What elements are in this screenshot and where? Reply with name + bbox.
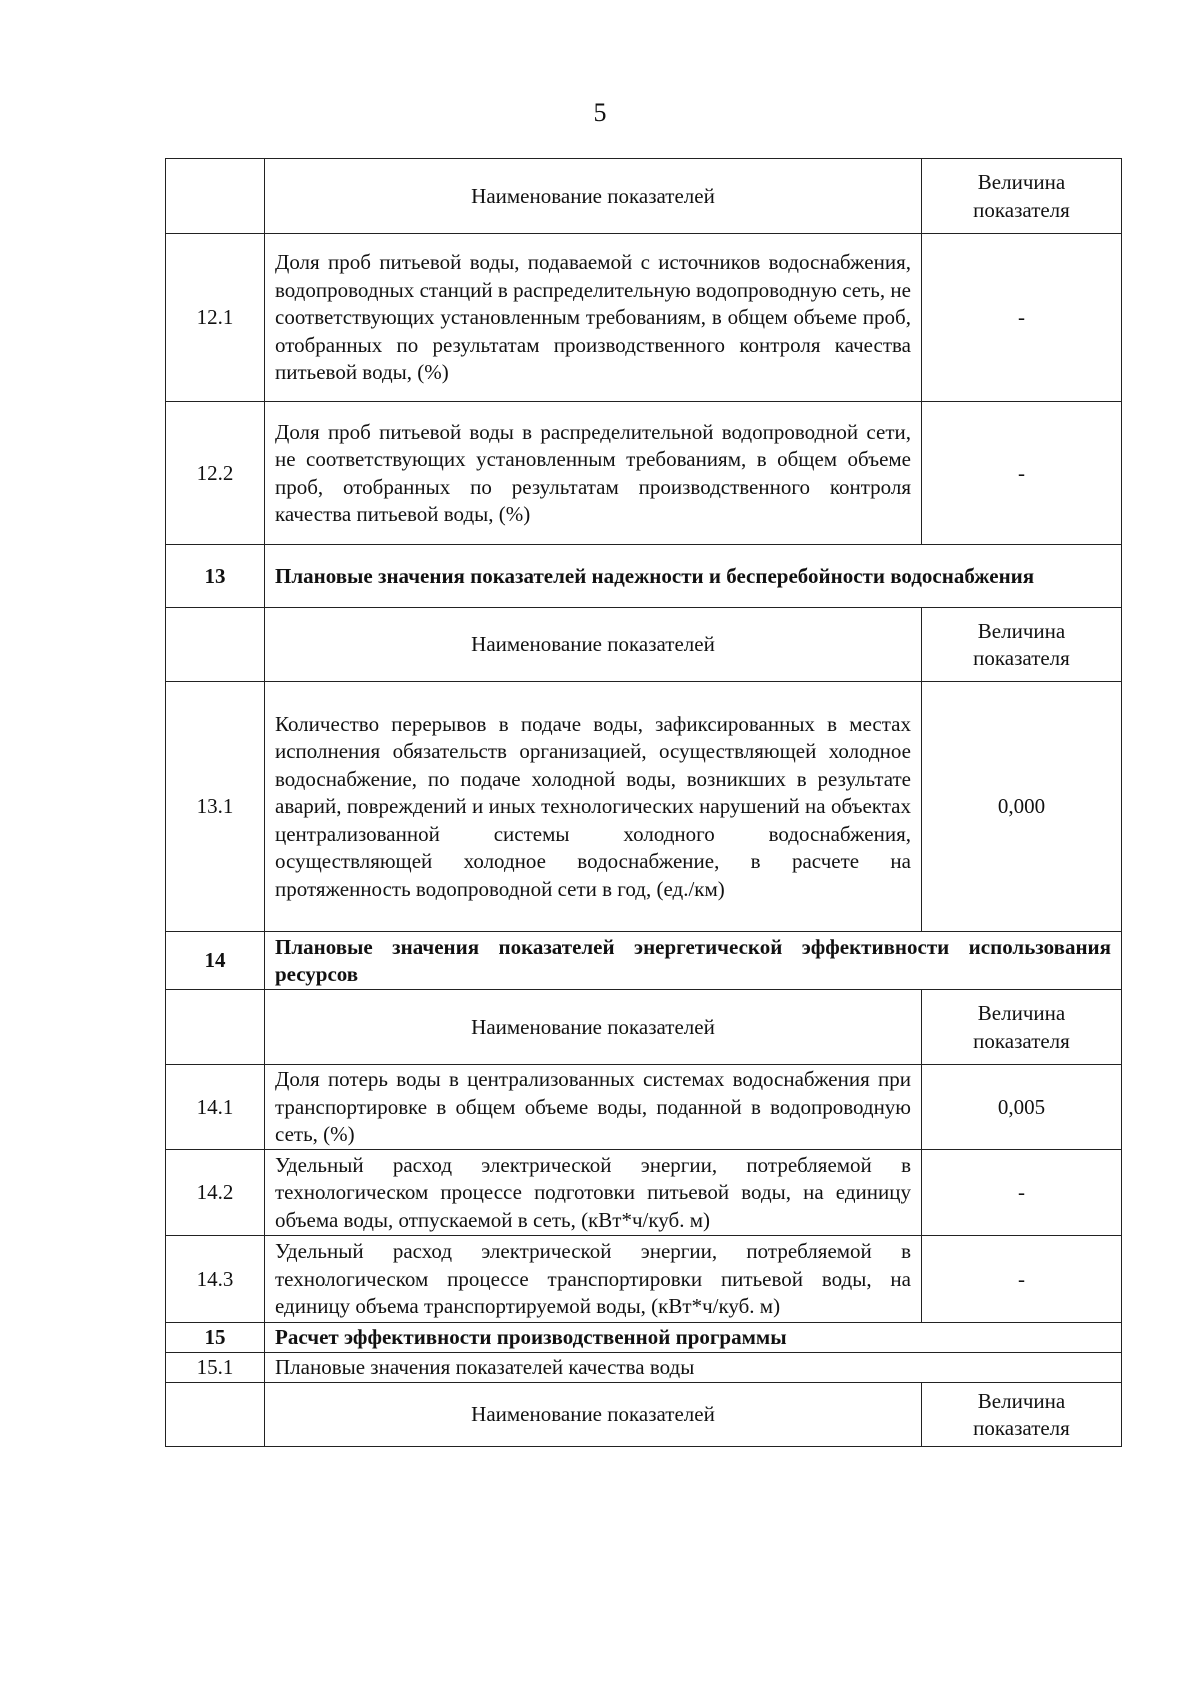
section-number: 14 [166, 932, 265, 990]
header-value-cell: Величина показателя [922, 608, 1122, 682]
row-value: 0,005 [922, 1065, 1122, 1150]
table-row [166, 1353, 1122, 1383]
table-row [166, 1150, 1122, 1236]
row-value: 0,000 [922, 682, 1122, 932]
header-value-cell: Величина показателя [922, 1383, 1122, 1447]
header-row [166, 1383, 1122, 1447]
table-row [166, 682, 1122, 932]
row-number: 12.1 [166, 234, 265, 402]
header-name-cell: Наименование показателей [265, 1383, 922, 1447]
header-value-cell: Величина показателя [922, 159, 1122, 234]
row-number: 14.2 [166, 1150, 265, 1236]
row-number: 12.2 [166, 402, 265, 545]
table-row [166, 402, 1122, 545]
row-description: Удельный расход электрической энергии, потребляемой в технологическом процессе подготовки питьевой воды, на единицу объема воды, отпускаемой в сеть, (кВт*ч/куб. м) [265, 1150, 922, 1236]
row-value: - [922, 402, 1122, 545]
indicators-table [165, 158, 1122, 1447]
header-value-cell: Величина показателя [922, 990, 1122, 1065]
row-value: - [922, 1236, 1122, 1323]
header-row [166, 990, 1122, 1065]
header-num-cell [166, 159, 265, 234]
header-num-cell [166, 990, 265, 1065]
table-row [166, 234, 1122, 402]
row-description: Плановые значения показателей качества воды [265, 1353, 1122, 1383]
header-row [166, 608, 1122, 682]
header-num-cell [166, 1383, 265, 1447]
row-description: Доля потерь воды в централизованных системах водоснабжения при транспортировке в общем объеме воды, поданной в водопроводную сеть, (%) [265, 1065, 922, 1150]
row-number: 14.3 [166, 1236, 265, 1323]
header-name-cell: Наименование показателей [265, 990, 922, 1065]
header-row [166, 159, 1122, 234]
table-row [166, 1236, 1122, 1323]
row-value: - [922, 1150, 1122, 1236]
section-row [166, 545, 1122, 608]
table-row [166, 1065, 1122, 1150]
page-number: 5 [593, 98, 607, 127]
row-number: 14.1 [166, 1065, 265, 1150]
row-description: Доля проб питьевой воды, подаваемой с источников водоснабжения, водопроводных станций в распределительную водопроводную сеть, не соответствующих установленным требованиям, в общем объеме проб, отобранных по результатам производственного контроля качества питьевой воды, (%) [265, 234, 922, 402]
header-name-cell: Наименование показателей [265, 159, 922, 234]
row-number: 15.1 [166, 1353, 265, 1383]
row-description: Доля проб питьевой воды в распределительной водопроводной сети, не соответствующих установленным требованиям, в общем объеме проб, отобранных по результатам производственного контроля качества питьевой воды, (%) [265, 402, 922, 545]
row-value: - [922, 234, 1122, 402]
row-number: 13.1 [166, 682, 265, 932]
section-row [166, 932, 1122, 990]
section-number: 15 [166, 1323, 265, 1353]
section-title: Расчет эффективности производственной программы [265, 1323, 1122, 1353]
section-title: Плановые значения показателей энергетической эффективности использования ресурсов [265, 932, 1122, 990]
row-description: Удельный расход электрической энергии, потребляемой в технологическом процессе транспортировки питьевой воды, на единицу объема транспортируемой воды, (кВт*ч/куб. м) [265, 1236, 922, 1323]
section-row [166, 1323, 1122, 1353]
section-number: 13 [166, 545, 265, 608]
row-description: Количество перерывов в подаче воды, зафиксированных в местах исполнения обязательств организацией, осуществляющей холодное водоснабжение, по подаче холодной воды, возникших в результате аварий, повреждений и иных технологических нарушений на объектах централизованной системы холодного водоснабжения, осуществляющей холодное водоснабжение, в расчете на протяженность водопроводной сети в год, (ед./км) [265, 682, 922, 932]
section-title: Плановые значения показателей надежности и бесперебойности водоснабжения [265, 545, 1122, 608]
header-num-cell [166, 608, 265, 682]
header-name-cell: Наименование показателей [265, 608, 922, 682]
